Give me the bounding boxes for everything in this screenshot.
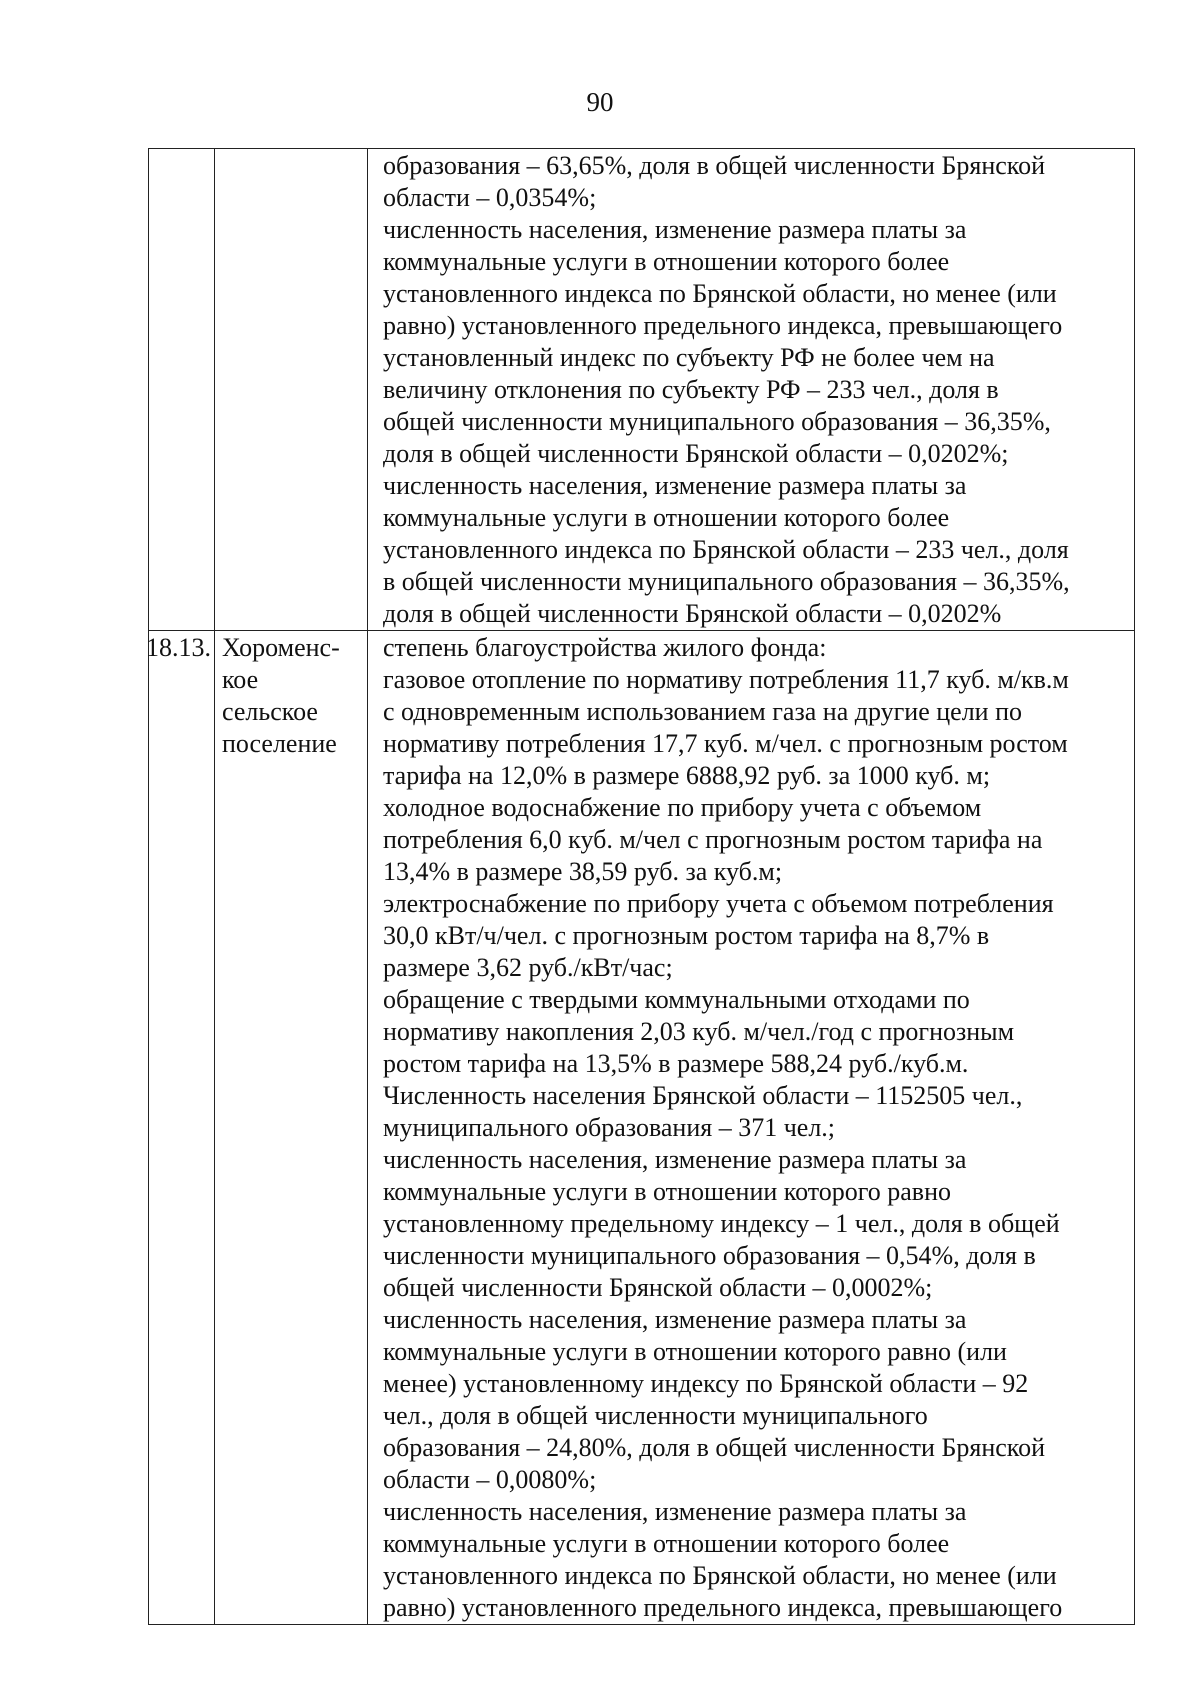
description-line: коммунальные услуги в отношении которого более (383, 247, 950, 276)
description-line: ростом тарифа на 13,5% в размере 588,24 руб./куб.м. (383, 1049, 969, 1078)
description-line: общей численности муниципального образования – 36,35%, (383, 407, 1051, 436)
table-row (149, 149, 1135, 631)
description-line: потребления 6,0 куб. м/чел с прогнозным ростом тарифа на (383, 825, 1043, 854)
row-number: 18.13. (146, 633, 211, 662)
description-line: 30,0 кВт/ч/чел. с прогнозным ростом тарифа на 8,7% в (383, 921, 990, 950)
description-line: 13,4% в размере 38,59 руб. за куб.м; (383, 857, 783, 886)
description-line: размере 3,62 руб./кВт/час; (383, 953, 673, 982)
document-table (148, 148, 1135, 1625)
description-line: численность населения, изменение размера платы за (383, 1305, 967, 1334)
description-line: численность населения, изменение размера платы за (383, 215, 967, 244)
description-line: коммунальные услуги в отношении которого равно (383, 1177, 952, 1206)
page-number: 90 (586, 87, 614, 117)
description-line: общей численности Брянской области – 0,0002%; (383, 1273, 933, 1302)
description-line: области – 0,0354%; (383, 183, 597, 212)
description-line: установленного индекса по Брянской области – 233 чел., доля (383, 535, 1069, 564)
description-line: степень благоустройства жилого фонда: (383, 633, 827, 662)
description-line: равно) установленного предельного индекса, превышающего (383, 1593, 1063, 1622)
description-cell (368, 631, 1135, 1625)
description-line: муниципального образования – 371 чел.; (383, 1113, 836, 1142)
municipality-name-line: Хороменс- (222, 633, 340, 662)
description-line: области – 0,0080%; (383, 1465, 597, 1494)
description-line: коммунальные услуги в отношении которого более (383, 503, 950, 532)
description-line: коммунальные услуги в отношении которого равно (или (383, 1337, 1007, 1366)
description-line: тарифа на 12,0% в размере 6888,92 руб. за 1000 куб. м; (383, 761, 991, 790)
description-line: установленному предельному индексу – 1 чел., доля в общей (383, 1209, 1060, 1238)
description-line: численность населения, изменение размера платы за (383, 1497, 967, 1526)
description-line: равно) установленного предельного индекса, превышающего (383, 311, 1063, 340)
description-cell (368, 149, 1135, 631)
description-line: обращение с твердыми коммунальными отходами по (383, 985, 970, 1014)
description-line: численность населения, изменение размера платы за (383, 471, 967, 500)
table-row (149, 631, 1135, 1625)
description-line: менее) установленному индексу по Брянской области – 92 (383, 1369, 1029, 1398)
description-line: холодное водоснабжение по прибору учета с объемом (383, 793, 982, 822)
description-line: образования – 63,65%, доля в общей численности Брянской (383, 151, 1046, 180)
description-line: величину отклонения по субъекту РФ – 233 чел., доля в (383, 375, 999, 404)
description-line: численности муниципального образования – 0,54%, доля в (383, 1241, 1036, 1270)
description-line: нормативу потребления 17,7 куб. м/чел. с прогнозным ростом (383, 729, 1068, 758)
description-line: Численность населения Брянской области – 1152505 чел., (383, 1081, 1023, 1110)
description-line: доля в общей численности Брянской области – 0,0202%; (383, 439, 1009, 468)
municipality-name-line: поселение (222, 729, 337, 758)
description-line: установленного индекса по Брянской области, но менее (или (383, 1561, 1057, 1590)
description-line: доля в общей численности Брянской области – 0,0202% (383, 599, 1002, 628)
description-line: численность населения, изменение размера платы за (383, 1145, 967, 1174)
description-line: в общей численности муниципального образования – 36,35%, (383, 567, 1070, 596)
municipality-name-cell (215, 631, 368, 1625)
description-line: с одновременным использованием газа на другие цели по (383, 697, 1022, 726)
description-line: электроснабжение по прибору учета с объемом потребления (383, 889, 1054, 918)
description-line: чел., доля в общей численности муниципального (383, 1401, 928, 1430)
description-line: коммунальные услуги в отношении которого более (383, 1529, 950, 1558)
municipality-name-line: кое (222, 665, 259, 694)
municipality-name-cell (215, 149, 368, 631)
municipality-name-line: сельское (222, 697, 318, 726)
row-number-cell (149, 149, 215, 631)
description-line: установленного индекса по Брянской области, но менее (или (383, 279, 1057, 308)
description-line: нормативу накопления 2,03 куб. м/чел./год с прогнозным (383, 1017, 1015, 1046)
description-line: газовое отопление по нормативу потребления 11,7 куб. м/кв.м (383, 665, 1069, 694)
row-number-cell (146, 631, 215, 1625)
description-line: установленный индекс по субъекту РФ не более чем на (383, 343, 995, 372)
description-line: образования – 24,80%, доля в общей численности Брянской (383, 1433, 1046, 1462)
